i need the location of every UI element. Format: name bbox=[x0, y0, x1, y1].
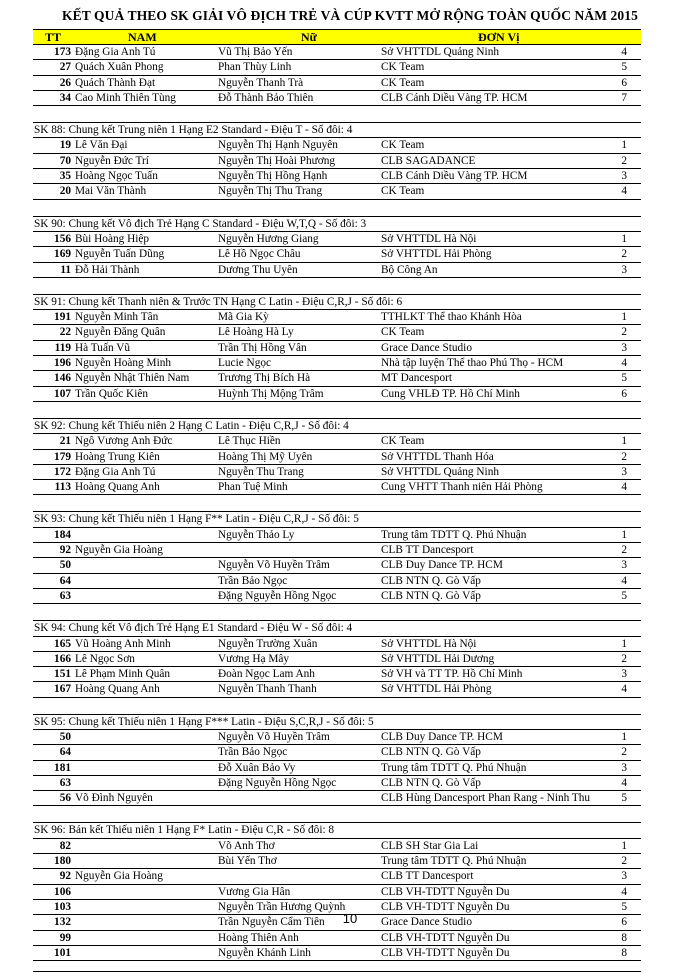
cell-donvi: CLB NTN Q. Gò Vấp bbox=[381, 574, 481, 587]
cell-nam: Bùi Hoàng Hiệp bbox=[75, 232, 150, 245]
cell-donvi: CK Team bbox=[381, 185, 425, 198]
cell-rank: 4 bbox=[621, 574, 627, 587]
cell-nam: Trần Quốc Kiên bbox=[75, 387, 149, 400]
cell-donvi: Sở VH và TT TP. Hồ Chí Minh bbox=[381, 668, 523, 681]
cell-rank: 4 bbox=[621, 357, 627, 370]
cell-donvi: CLB TT Dancesport bbox=[381, 544, 474, 557]
cell-nam: Đặng Gia Anh Tú bbox=[75, 46, 156, 58]
cell-tt: 101 bbox=[54, 946, 71, 959]
cell-donvi: CLB Duy Dance TP. HCM bbox=[381, 559, 503, 572]
cell-nu: Trần Bảo Ngọc bbox=[218, 746, 288, 759]
cell-donvi: Trung tâm TDTT Q. Phú Nhuận bbox=[381, 761, 527, 774]
cell-tt: 50 bbox=[59, 730, 71, 743]
cell-donvi: CLB TT Dancesport bbox=[381, 870, 474, 883]
cell-donvi: CLB Cánh Diều Vàng TP. HCM bbox=[381, 91, 528, 104]
table-row bbox=[33, 574, 641, 589]
cell-nu: Nguyễn Thu Trang bbox=[218, 465, 304, 478]
cell-rank: 4 bbox=[621, 776, 627, 789]
header-tt: TT bbox=[45, 30, 62, 44]
cell-nam: Hà Tuấn Vũ bbox=[75, 341, 131, 354]
cell-tt: 99 bbox=[59, 931, 71, 944]
cell-tt: 132 bbox=[54, 916, 71, 929]
cell-tt: 70 bbox=[59, 154, 71, 167]
cell-nam: Nguyễn Đức Trí bbox=[75, 154, 149, 167]
cell-nu: Nguyễn Võ Huyền Trâm bbox=[218, 730, 330, 743]
cell-rank: 4 bbox=[621, 46, 627, 58]
cell-nu: Phan Tuệ Minh bbox=[218, 481, 288, 494]
cell-nam: Quách Thành Đạt bbox=[75, 76, 156, 89]
section-heading: SK 96: Bán kết Thiếu niên 1 Hạng F* Latin - Điệu C,R - Số đôi: 8 bbox=[33, 823, 641, 838]
cell-tt: 63 bbox=[59, 776, 71, 789]
cell-tt: 21 bbox=[59, 435, 71, 448]
section-gap bbox=[33, 106, 641, 123]
cell-donvi: Grace Dance Studio bbox=[381, 916, 472, 929]
cell-rank: 3 bbox=[621, 870, 627, 883]
cell-rank: 1 bbox=[621, 435, 627, 448]
cell-tt: 92 bbox=[59, 544, 71, 557]
cell-donvi: Sở VHTTDL Hải Phòng bbox=[381, 248, 492, 261]
cell-nu: Hoàng Thị Mỹ Uyên bbox=[218, 450, 313, 463]
cell-nu: Nguyễn Thanh Trà bbox=[218, 76, 304, 89]
cell-donvi: CLB VH-TDTT Nguyễn Du bbox=[381, 900, 510, 913]
table-row bbox=[33, 184, 641, 199]
cell-tt: 106 bbox=[54, 885, 71, 898]
table-row bbox=[33, 480, 641, 495]
table-row bbox=[33, 730, 641, 745]
cell-rank: 4 bbox=[621, 683, 627, 696]
section-heading: SK 90: Chung kết Vô địch Trẻ Hạng C Standard - Điệu W,T,Q - Số đôi: 3 bbox=[33, 217, 641, 232]
cell-nu: Võ Anh Thơ bbox=[218, 839, 275, 852]
cell-rank: 6 bbox=[621, 387, 627, 400]
cell-nu: Nguyễn Thanh Thanh bbox=[218, 683, 317, 696]
table-row bbox=[33, 465, 641, 480]
cell-tt: 107 bbox=[54, 387, 71, 400]
cell-nu: Lucie Ngọc bbox=[218, 357, 272, 370]
section-gap bbox=[33, 495, 641, 512]
cell-rank: 5 bbox=[621, 900, 627, 913]
cell-nu: Mã Gia Kỳ bbox=[218, 311, 269, 324]
cell-tt: 184 bbox=[54, 528, 71, 541]
cell-donvi: Bộ Công An bbox=[381, 263, 438, 276]
header-nu: Nữ bbox=[301, 30, 317, 44]
table-row bbox=[33, 387, 641, 402]
cell-nam: Đặng Gia Anh Tú bbox=[75, 465, 156, 478]
cell-nu: Dương Thu Uyên bbox=[218, 263, 298, 276]
cell-nam: Đỗ Hải Thành bbox=[75, 263, 140, 276]
cell-nu: Đoàn Ngọc Lam Anh bbox=[218, 668, 315, 681]
cell-rank: 1 bbox=[621, 637, 627, 650]
section-heading: SK 94: Chung kết Vô địch Trẻ Hạng E1 Standard - Điệu W - Số đôi: 4 bbox=[33, 621, 641, 636]
cell-tt: 179 bbox=[54, 450, 71, 463]
cell-nu: Nguyễn Thị Thu Trang bbox=[218, 185, 323, 198]
cell-donvi: CLB SAGADANCE bbox=[381, 154, 476, 167]
cell-tt: 11 bbox=[60, 263, 71, 276]
cell-rank: 5 bbox=[621, 589, 627, 602]
cell-tt: 172 bbox=[54, 465, 71, 478]
table-row bbox=[33, 310, 641, 325]
cell-nam: Nguyễn Đăng Quân bbox=[75, 326, 166, 339]
cell-tt: 119 bbox=[54, 341, 71, 354]
table-row bbox=[33, 652, 641, 667]
table-row bbox=[33, 434, 641, 449]
table-row bbox=[33, 247, 641, 262]
cell-nu: Nguyễn Trường Xuân bbox=[218, 637, 318, 650]
cell-nam: Quách Xuân Phong bbox=[75, 61, 164, 74]
cell-tt: 50 bbox=[59, 559, 71, 572]
cell-nam: Lê Phạm Minh Quân bbox=[75, 668, 171, 681]
header-nam: NAM bbox=[128, 30, 157, 44]
cell-nu: Lê Hồ Ngọc Châu bbox=[218, 248, 301, 261]
cell-rank: 2 bbox=[621, 855, 627, 868]
cell-donvi: CLB NTN Q. Gò Vấp bbox=[381, 776, 481, 789]
cell-donvi: CLB NTN Q. Gò Vấp bbox=[381, 746, 481, 759]
cell-nu: Hoàng Thiên Anh bbox=[218, 931, 299, 944]
cell-nam: Cao Minh Thiên Tùng bbox=[75, 91, 176, 104]
cell-rank: 8 bbox=[621, 946, 627, 959]
cell-donvi: CK Team bbox=[381, 61, 425, 74]
cell-tt: 20 bbox=[59, 185, 71, 198]
table-row bbox=[33, 667, 641, 682]
cell-nu: Bùi Yến Thơ bbox=[218, 855, 277, 868]
section-heading: SK 88: Chung kết Trung niên 1 Hạng E2 Standard - Điệu T - Số đôi: 4 bbox=[33, 123, 641, 138]
cell-nam: Nguyễn Tuấn Dũng bbox=[75, 248, 165, 261]
cell-donvi: Sở VHTTDL Hà Nội bbox=[381, 637, 477, 650]
table-row bbox=[33, 543, 641, 558]
cell-rank: 1 bbox=[621, 839, 627, 852]
cell-tt: 167 bbox=[54, 683, 71, 696]
table-bottom-line bbox=[33, 961, 641, 972]
table-row bbox=[33, 138, 641, 153]
cell-nu: Nguyễn Võ Huyền Trâm bbox=[218, 559, 330, 572]
cell-tt: 165 bbox=[54, 637, 71, 650]
cell-rank: 3 bbox=[621, 465, 627, 478]
cell-rank: 6 bbox=[621, 76, 627, 89]
table-row bbox=[33, 60, 641, 75]
cell-tt: 169 bbox=[54, 248, 71, 261]
cell-nu: Nguyễn Thảo Ly bbox=[218, 528, 295, 541]
cell-nu: Đặng Nguyễn Hồng Ngọc bbox=[218, 589, 337, 602]
cell-rank: 2 bbox=[621, 746, 627, 759]
cell-donvi: TTHLKT Thể thao Khánh Hòa bbox=[381, 311, 522, 324]
cell-donvi: Sở VHTTDL Quảng Ninh bbox=[381, 46, 499, 58]
cell-donvi: CLB Duy Dance TP. HCM bbox=[381, 730, 503, 743]
cell-rank: 3 bbox=[621, 263, 627, 276]
cell-rank: 2 bbox=[621, 248, 627, 261]
cell-nu: Lê Thục Hiền bbox=[218, 435, 281, 448]
cell-donvi: Sở VHTTDL Hải Dương bbox=[381, 652, 495, 665]
header-donvi: ĐƠN Vị bbox=[478, 30, 520, 44]
cell-nam: Nguyễn Nhật Thiên Nam bbox=[75, 372, 190, 385]
section-heading: SK 93: Chung kết Thiếu niên 1 Hạng F** Latin - Điệu C,R,J - Số đôi: 5 bbox=[33, 512, 641, 527]
cell-donvi: CLB NTN Q. Gò Vấp bbox=[381, 589, 481, 602]
cell-donvi: CK Team bbox=[381, 76, 425, 89]
cell-tt: 103 bbox=[54, 900, 71, 913]
cell-nu: Vương Gia Hân bbox=[218, 885, 291, 898]
cell-donvi: CK Team bbox=[381, 326, 425, 339]
section-heading: SK 91: Chung kết Thanh niên & Trước TN Hạng C Latin - Điệu C,R,J - Số đôi: 6 bbox=[33, 295, 641, 310]
cell-nu: Huỳnh Thị Mộng Trâm bbox=[218, 387, 324, 400]
cell-donvi: Sở VHTTDL Hà Nội bbox=[381, 232, 477, 245]
cell-donvi: CLB VH-TDTT Nguyễn Du bbox=[381, 931, 510, 944]
cell-donvi: CLB Hùng Dancesport Phan Rang - Ninh Thu bbox=[381, 792, 591, 805]
cell-tt: 166 bbox=[54, 652, 71, 665]
cell-donvi: CLB VH-TDTT Nguyễn Du bbox=[381, 885, 510, 898]
table-row bbox=[33, 371, 641, 386]
section-heading: SK 92: Chung kết Thiếu niên 2 Hạng C Latin - Điệu C,R,J - Số đôi: 4 bbox=[33, 419, 641, 434]
cell-rank: 3 bbox=[621, 341, 627, 354]
cell-nu: Trần Nguyễn Cẩm Tiên bbox=[218, 916, 325, 929]
cell-donvi: CLB SH Star Gia Lai bbox=[381, 839, 479, 852]
cell-donvi: CLB Cánh Diều Vàng TP. HCM bbox=[381, 170, 528, 183]
cell-rank: 3 bbox=[621, 761, 627, 774]
cell-nu: Vũ Thị Bảo Yến bbox=[218, 46, 293, 58]
cell-donvi: Trung tâm TDTT Q. Phú Nhuận bbox=[381, 528, 527, 541]
cell-tt: 151 bbox=[54, 668, 71, 681]
cell-tt: 92 bbox=[59, 870, 71, 883]
cell-nu: Đỗ Thành Bảo Thiên bbox=[218, 91, 314, 104]
table-row bbox=[33, 341, 641, 356]
cell-nam: Vũ Hoàng Anh Minh bbox=[75, 637, 171, 650]
cell-rank: 3 bbox=[621, 170, 627, 183]
cell-tt: 64 bbox=[59, 574, 71, 587]
cell-tt: 82 bbox=[59, 839, 71, 852]
cell-rank: 1 bbox=[621, 139, 627, 152]
cell-nam: Hoàng Quang Anh bbox=[75, 481, 160, 494]
cell-nam: Hoàng Trung Kiên bbox=[75, 450, 160, 463]
cell-nu: Trần Bảo Ngọc bbox=[218, 574, 288, 587]
cell-tt: 34 bbox=[59, 91, 71, 104]
page-number: 10 bbox=[342, 911, 358, 926]
cell-rank: 1 bbox=[621, 528, 627, 541]
cell-tt: 63 bbox=[59, 589, 71, 602]
cell-nu: Nguyễn Thị Hoài Phương bbox=[218, 154, 336, 167]
cell-tt: 180 bbox=[54, 855, 71, 868]
cell-tt: 64 bbox=[59, 746, 71, 759]
cell-rank: 5 bbox=[621, 792, 627, 805]
cell-donvi: Sở VHTTDL Thanh Hóa bbox=[381, 450, 494, 463]
section-gap bbox=[33, 604, 641, 621]
cell-nu: Lê Hoàng Hà Ly bbox=[218, 326, 294, 339]
cell-tt: 22 bbox=[59, 326, 71, 339]
cell-rank: 3 bbox=[621, 559, 627, 572]
table-row bbox=[33, 169, 641, 184]
section-gap bbox=[33, 278, 641, 295]
cell-nam: Mai Văn Thành bbox=[75, 185, 147, 198]
cell-rank: 3 bbox=[621, 668, 627, 681]
cell-rank: 6 bbox=[621, 916, 627, 929]
cell-tt: 56 bbox=[59, 792, 71, 805]
results-table bbox=[33, 45, 641, 972]
cell-rank: 1 bbox=[621, 311, 627, 324]
section-gap bbox=[33, 698, 641, 715]
cell-donvi: Cung VHTT Thanh niên Hải Phòng bbox=[381, 481, 543, 494]
cell-nu: Đỗ Xuân Bảo Vy bbox=[218, 761, 296, 774]
cell-tt: 27 bbox=[59, 61, 71, 74]
cell-nam: Hoàng Ngọc Tuấn bbox=[75, 170, 158, 183]
table-row bbox=[33, 450, 641, 465]
cell-nu: Trương Thị Bích Hà bbox=[218, 372, 311, 385]
cell-rank: 2 bbox=[621, 450, 627, 463]
cell-nu: Nguyễn Trần Hương Quỳnh bbox=[218, 900, 346, 913]
cell-donvi: MT Dancesport bbox=[381, 372, 453, 385]
table-row bbox=[33, 776, 641, 791]
cell-rank: 5 bbox=[621, 61, 627, 74]
table-row bbox=[33, 263, 641, 278]
section-gap bbox=[33, 200, 641, 217]
cell-nam: Nguyễn Hoàng Minh bbox=[75, 357, 172, 370]
table-row bbox=[33, 589, 641, 604]
cell-rank: 2 bbox=[621, 154, 627, 167]
cell-rank: 1 bbox=[621, 730, 627, 743]
page-title: KẾT QUẢ THEO SK GIẢI VÔ ĐỊCH TRẺ VÀ CÚP KVTT MỞ RỘNG TOÀN QUỐC NĂM 2015 bbox=[62, 8, 638, 23]
cell-nam: Ngô Vương Anh Đức bbox=[75, 435, 173, 448]
table-row bbox=[33, 885, 641, 900]
cell-rank: 2 bbox=[621, 544, 627, 557]
cell-tt: 19 bbox=[59, 139, 71, 152]
table-row bbox=[33, 946, 641, 961]
cell-nam: Nguyễn Gia Hoàng bbox=[75, 544, 163, 557]
cell-tt: 173 bbox=[54, 46, 71, 58]
cell-tt: 35 bbox=[59, 170, 71, 183]
table-row bbox=[33, 558, 641, 573]
table-row bbox=[33, 791, 641, 806]
cell-nu: Trần Thị Hồng Vân bbox=[218, 341, 307, 354]
cell-tt: 26 bbox=[59, 76, 71, 89]
cell-rank: 2 bbox=[621, 326, 627, 339]
table-row bbox=[33, 528, 641, 543]
table-row bbox=[33, 76, 641, 91]
cell-donvi: Trung tâm TDTT Q. Phú Nhuận bbox=[381, 855, 527, 868]
table-row bbox=[33, 761, 641, 776]
cell-donvi: Sở VHTTDL Quảng Ninh bbox=[381, 465, 499, 478]
cell-nam: Lê Văn Đại bbox=[75, 139, 128, 152]
cell-nu: Nguyễn Thị Hồng Hạnh bbox=[218, 170, 328, 183]
cell-nam: Hoàng Quang Anh bbox=[75, 683, 160, 696]
cell-nam: Nguyễn Gia Hoàng bbox=[75, 870, 163, 883]
cell-tt: 196 bbox=[54, 357, 71, 370]
table-row bbox=[33, 839, 641, 854]
cell-nu: Nguyễn Khánh Linh bbox=[218, 946, 311, 959]
cell-rank: 4 bbox=[621, 185, 627, 198]
table-row bbox=[33, 356, 641, 371]
table-row bbox=[33, 745, 641, 760]
cell-tt: 113 bbox=[54, 481, 71, 494]
cell-nam: Nguyễn Minh Tân bbox=[75, 311, 159, 324]
cell-tt: 181 bbox=[54, 761, 71, 774]
cell-donvi: Nhà tập luyện Thể thao Phú Thọ - HCM bbox=[381, 357, 564, 370]
cell-donvi: Sở VHTTDL Hải Phòng bbox=[381, 683, 492, 696]
cell-donvi: CLB VH-TDTT Nguyễn Du bbox=[381, 946, 510, 959]
section-gap bbox=[33, 402, 641, 419]
cell-tt: 146 bbox=[54, 372, 71, 385]
cell-tt: 156 bbox=[54, 232, 71, 245]
cell-nu: Đặng Nguyễn Hồng Ngọc bbox=[218, 776, 337, 789]
cell-rank: 4 bbox=[621, 481, 627, 494]
cell-donvi: CK Team bbox=[381, 435, 425, 448]
section-gap bbox=[33, 806, 641, 823]
table-row bbox=[33, 682, 641, 697]
cell-nam: Võ Đình Nguyên bbox=[75, 792, 153, 805]
cell-nu: Vương Hạ Mây bbox=[218, 652, 290, 665]
table-row bbox=[33, 232, 641, 247]
table-header bbox=[33, 29, 641, 45]
cell-rank: 2 bbox=[621, 652, 627, 665]
cell-nam: Lê Ngọc Sơn bbox=[75, 652, 135, 665]
cell-donvi: Grace Dance Studio bbox=[381, 341, 472, 354]
table-row bbox=[33, 154, 641, 169]
section-heading: SK 95: Chung kết Thiếu niên 1 Hạng F*** Latin - Điệu S,C,R,J - Số đôi: 5 bbox=[33, 715, 641, 730]
cell-rank: 1 bbox=[621, 232, 627, 245]
cell-donvi: CK Team bbox=[381, 139, 425, 152]
cell-rank: 5 bbox=[621, 372, 627, 385]
table-row bbox=[33, 325, 641, 340]
table-row bbox=[33, 637, 641, 652]
cell-donvi: Cung VHLĐ TP. Hồ Chí Minh bbox=[381, 387, 520, 400]
cell-rank: 8 bbox=[621, 931, 627, 944]
table-row bbox=[33, 854, 641, 869]
cell-nu: Nguyễn Thị Hạnh Nguyên bbox=[218, 139, 338, 152]
table-row bbox=[33, 45, 641, 60]
cell-tt: 191 bbox=[54, 311, 71, 324]
table-row bbox=[33, 91, 641, 106]
cell-nu: Phan Thùy Linh bbox=[218, 61, 292, 74]
cell-rank: 4 bbox=[621, 885, 627, 898]
cell-rank: 7 bbox=[621, 91, 627, 104]
cell-nu: Nguyễn Hương Giang bbox=[218, 232, 319, 245]
table-row bbox=[33, 869, 641, 884]
